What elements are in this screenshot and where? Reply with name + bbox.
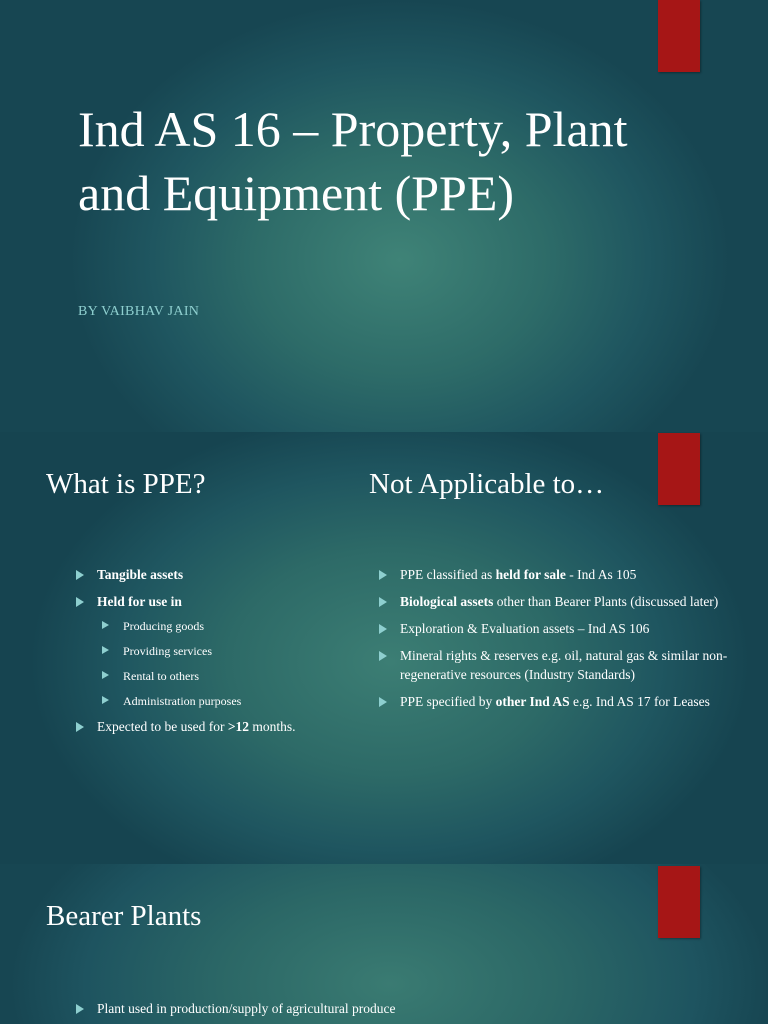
list-item [76,642,346,661]
list-item [379,565,744,584]
bullet-arrow-icon [76,570,84,580]
list-item [76,667,346,686]
right-heading: Not Applicable to… [369,468,605,500]
bullet-text-bold: Biological assets [400,594,494,609]
list-item [379,692,744,711]
list-item [379,592,744,611]
list-item [76,565,346,584]
bullet-text: Rental to others [123,669,199,683]
bullet-text: PPE classified as [400,567,496,582]
list-item [76,592,346,611]
bullet-text-bold: >12 [227,719,250,734]
bullet-arrow-icon [379,697,387,707]
accent-bar [658,0,700,72]
left-heading: What is PPE? [46,468,206,500]
bullet-arrow-icon [76,597,84,607]
bearer-plants-slide [0,864,768,1024]
bullet-arrow-icon [379,624,387,634]
bullet-text: other than Bearer Plants (discussed later) [493,594,719,609]
list-item [379,646,744,684]
bullet-text: Exploration & Evaluation assets – Ind AS 106 [400,621,650,636]
title-slide [0,0,768,432]
list-item [76,692,346,711]
bullet-text: Held for use in [97,594,182,609]
bullet-arrow-icon [379,651,387,661]
bullet-text-bold: held for sale [495,567,566,582]
bullet-arrow-icon [76,722,84,732]
bullet-text: Tangible assets [97,567,184,582]
bullet-arrow-icon [102,621,109,629]
bullet-list [76,999,676,1018]
bullet-arrow-icon [102,696,109,704]
bullet-text: e.g. Ind AS 17 for Leases [569,694,710,709]
bullet-text: months. [249,719,296,734]
bullet-text: Plant used in production/supply of agricultural produce [97,1001,396,1016]
list-item [76,999,676,1018]
list-item [379,619,744,638]
bullet-text: Mineral rights & reserves e.g. oil, natural gas & similar non-regenerative resources (Industry Standards) [400,648,728,682]
bullet-arrow-icon [102,646,109,654]
left-bullet-list [76,565,346,736]
bullet-text: Expected to be used for [97,719,228,734]
slide-heading: Bearer Plants [46,900,202,932]
bullet-text: - Ind As 105 [565,567,637,582]
bullet-arrow-icon [102,671,109,679]
list-item [76,717,346,736]
what-is-ppe-slide [0,432,768,864]
accent-bar [658,433,700,505]
bullet-text: Providing services [123,644,212,658]
bullet-arrow-icon [76,1004,84,1014]
right-bullet-list [379,565,744,711]
slide-title: Ind AS 16 – Property, Plant and Equipment (PPE) [78,101,628,221]
bullet-text-bold: other Ind AS [495,694,570,709]
bullet-arrow-icon [379,570,387,580]
bullet-text: Producing goods [123,619,204,633]
bullet-text: PPE specified by [400,694,496,709]
slide-subtitle: BY VAIBHAV JAIN [78,304,200,319]
bullet-arrow-icon [379,597,387,607]
list-item [76,617,346,636]
bullet-text: Administration purposes [123,694,242,708]
accent-bar [658,866,700,938]
